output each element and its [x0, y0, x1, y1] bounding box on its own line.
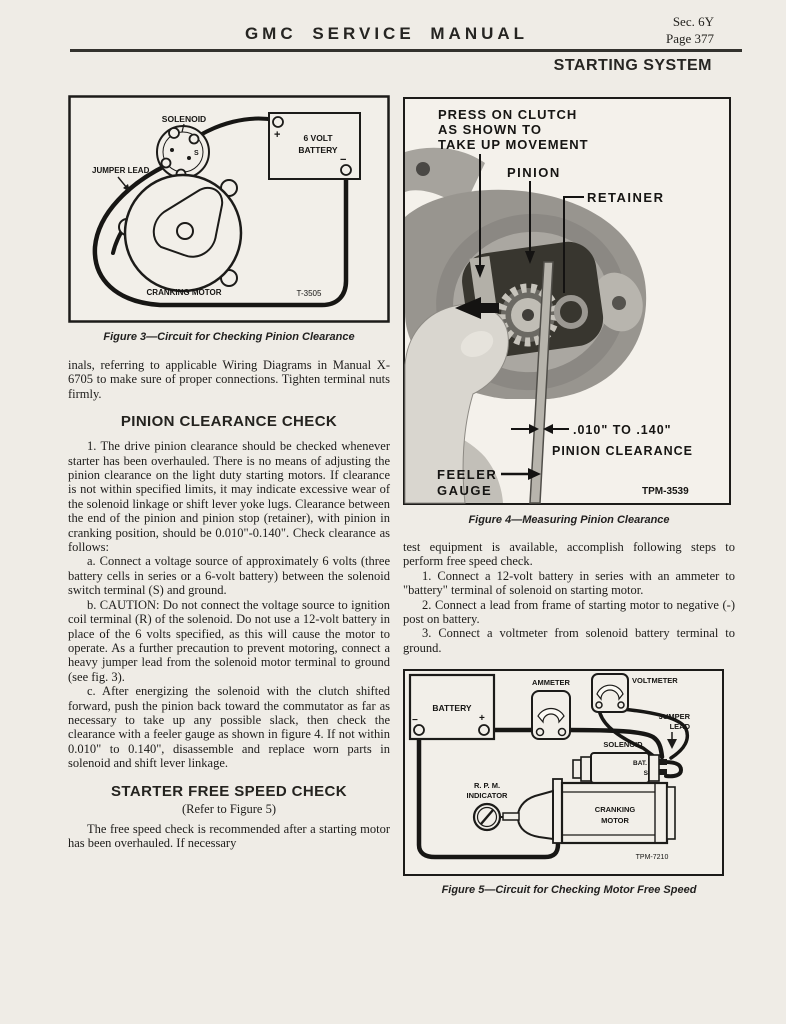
figure4-retainer-label: RETAINER [587, 190, 665, 205]
paragraph-step-1: 1. The drive pinion clearance should be checked whenever starter has been overhauled. There is no means of adjusting the pinion clearance on the light duty starting motors. If clearance is not within specified limits, it may indicate excessive wear of the solenoid linkage or shift lever yoke lugs. Clearance between the end of the pinion and pinion stop (retainer), with pinion in cranking position, should be 0.010"-0.140". Check clearance as follows: [68, 439, 390, 555]
page-number: Page 377 [665, 31, 714, 46]
figure3-battery-plus: + [274, 129, 281, 141]
figure3-motor-label: CRANKING MOTOR [146, 288, 222, 297]
figure5-battery-minus: − [412, 715, 418, 727]
figure4-press-label-line2: AS SHOWN TO [438, 122, 542, 137]
figure3-plate-id: T-3505 [296, 289, 322, 298]
figure3-solenoid-label: SOLENOID [161, 114, 207, 124]
figure4-plate-id: TPM-3539 [642, 486, 689, 497]
figure5-jumper-label-line1: JUMPER [658, 712, 690, 722]
figure5-battery-plus: + [479, 713, 485, 725]
figure5-voltmeter-label: VOLTMETER [632, 676, 678, 686]
figure4-clearance-value: .010" TO .140" [573, 423, 672, 437]
figure5-rpm-label-line2: INDICATOR [466, 791, 508, 801]
figure5-motor-label-line2: MOTOR [601, 816, 629, 826]
heading-starter-free-speed-check: STARTER FREE SPEED CHECK [110, 782, 347, 800]
figure3-battery-label-line1: 6 VOLT [303, 133, 333, 143]
manual-title: GMC SERVICE MANUAL [244, 24, 529, 43]
figure5-plate-id: TPM-7210 [635, 854, 669, 862]
figure4-press-label-line1: PRESS ON CLUTCH [438, 107, 578, 122]
figure5-solenoid-label: SOLENOID [603, 740, 643, 750]
figure5-voltmeter [592, 674, 628, 712]
figure5-caption: Figure 5—Circuit for Checking Motor Free Speed [441, 884, 697, 897]
paragraph-continuation: inals, referring to applicable Wiring Diagrams in Manual X-6705 to make sure of proper connections. Tighten terminal nuts firmly. [68, 358, 390, 401]
figure4-feeler-label-line1: FEELER [437, 467, 498, 482]
figure3-battery-minus: − [340, 154, 347, 166]
figure5-battery-label: BATTERY [432, 703, 472, 714]
figure4-caption: Figure 4—Measuring Pinion Clearance [468, 514, 670, 526]
figure5-terminal-s-label: S [643, 770, 648, 778]
paragraph-free-speed-step-1: 1. Connect a 12-volt battery in series with an ammeter to "battery" terminal of solenoid on starting motor. [403, 568, 735, 598]
left-column [68, 95, 390, 851]
paragraph-free-speed-step-2: 2. Connect a lead from frame of starting motor to negative (-) post on battery. [403, 597, 735, 627]
figure5-diagram [403, 669, 724, 876]
figure5-terminal-bat-label: BAT. [633, 760, 647, 768]
figure3-caption: Figure 3—Circuit for Checking Pinion Clearance [103, 331, 355, 343]
paragraph-step-b: b. CAUTION: Do not connect the voltage source to ignition coil terminal (R) of the solenoid. Do not use a 12-volt battery in place of the 6 volts specified, as this will cause the motor to operate. As a further precaution to prevent motoring, connect a heavy jumper lead from the solenoid motor terminal to ground (see fig. 3). [68, 597, 390, 684]
figure5-motor-label-line1: CRANKING [594, 805, 636, 815]
paragraph-test-equipment: test equipment is available, accomplish following steps to perform free speed check. [403, 540, 735, 569]
figure3-battery-label-line2: BATTERY [298, 145, 338, 155]
figure5-rpm-label-line1: R. P. M. [473, 781, 501, 791]
figure4-photo [403, 97, 731, 505]
heading-pinion-clearance-check: PINION CLEARANCE CHECK [120, 413, 338, 431]
figure3-terminal-s-label: S [194, 150, 199, 157]
figure4-pinion-label: PINION [507, 165, 561, 180]
figure5-ammeter-label: AMMETER [532, 678, 570, 688]
figure4-press-label-line3: TAKE UP MOVEMENT [438, 137, 589, 152]
figure5-jumper-label-line2: LEAD [669, 722, 690, 732]
figure5-solenoid [573, 753, 667, 783]
figure3-diagram [68, 95, 390, 323]
figure3-jumper-lead-label: JUMPER LEAD [92, 166, 150, 175]
right-column [403, 97, 735, 896]
section-number: Sec. 6Y [672, 14, 714, 29]
figure4-clearance-label: PINION CLEARANCE [552, 444, 694, 458]
paragraph-step-c: c. After energizing the solenoid with the clutch shifted forward, push the pinion back toward the commutator as far as necessary to take up any possible slack, then check the clearance with a feeler gauge as shown in figure 4. If not within 0.010" to 0.140", disassemble and replace worn parts in solenoid and shift lever linkage. [68, 684, 390, 771]
paragraph-free-speed-step-3: 3. Connect a voltmeter from solenoid battery terminal to ground. [403, 626, 735, 655]
system-title: STARTING SYSTEM [553, 57, 712, 74]
figure5-ammeter [532, 691, 570, 739]
figure3-solenoid [157, 126, 209, 179]
paragraph-closing: The free speed check is recommended after a starting motor has been overhauled. If necessary [68, 821, 390, 851]
header-double-rule [70, 49, 742, 52]
figure4-feeler-label-line2: GAUGE [437, 483, 493, 498]
heading-sub-refer: (Refer to Figure 5) [181, 801, 277, 816]
paragraph-step-a: a. Connect a voltage source of approximately 6 volts (three battery cells in series or a 6-volt battery) between the solenoid switch terminal (S) and ground. [68, 554, 390, 598]
